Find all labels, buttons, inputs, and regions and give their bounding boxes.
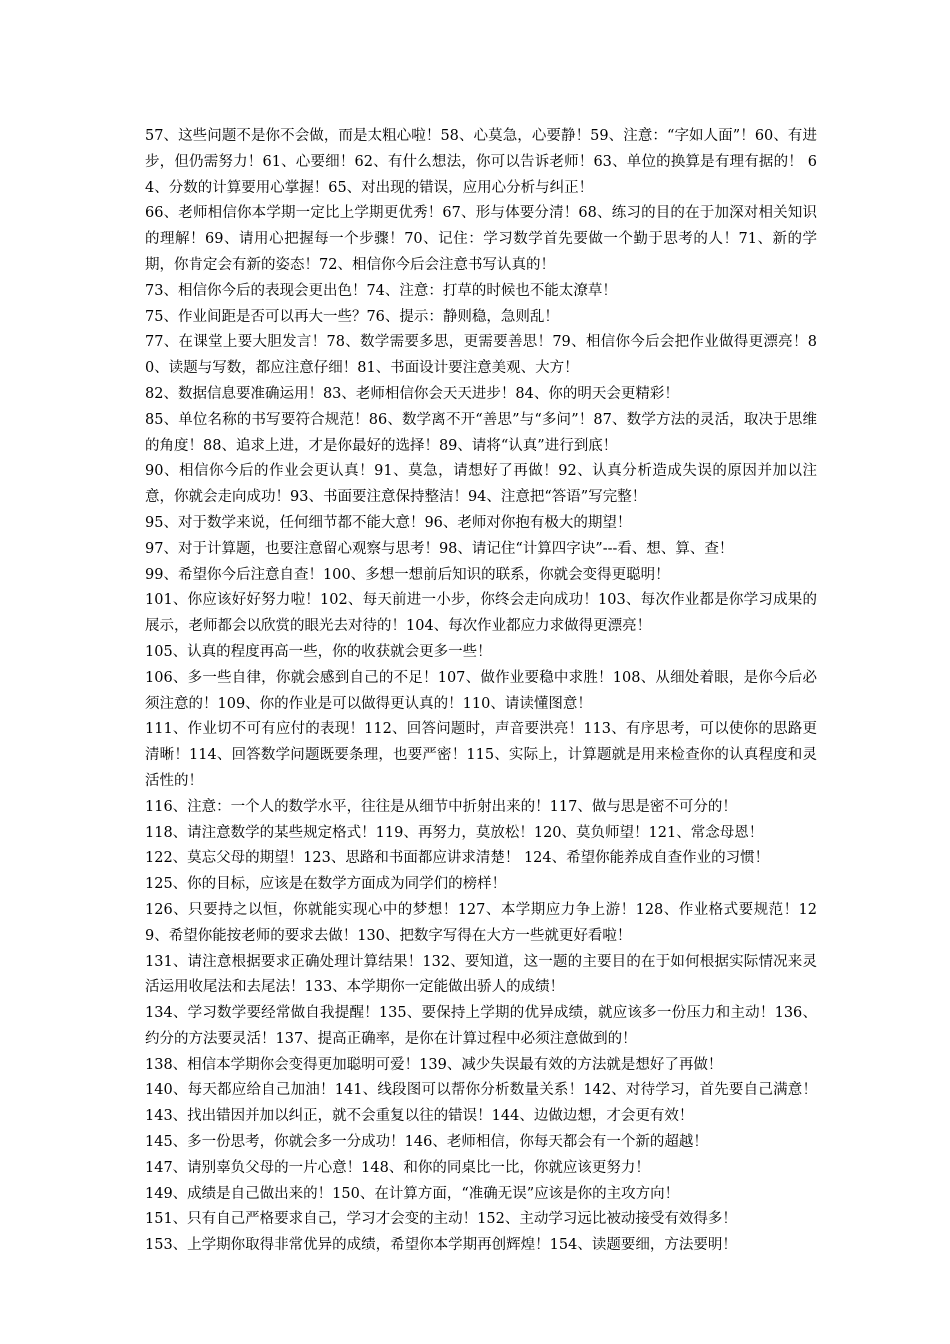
document-body xyxy=(145,124,817,1259)
paragraph: 95、对于数学来说，任何细节都不能大意！96、老师对你抱有极大的期望！ xyxy=(145,514,632,531)
paragraph: 57、这些问题不是你不会做，而是太粗心啦！58、心莫急，心要静！59、注意：“字如人面”！60、有进步，但仍需努力！61、心要细！62、有什么想法，你可以告诉老师！63、单位的换算是有理有据的！ 64、分数的计算要用心掌握！65、对出现的错误，应用心分析与纠正！ xyxy=(145,128,817,196)
paragraph: 153、上学期你取得非常优异的成绩，希望你本学期再创辉煌！154、读题要细，方法要明！ xyxy=(145,1237,737,1254)
paragraph: 140、每天都应给自己加油！141、线段图可以帮你分析数量关系！142、对待学习，首先要自己满意！143、找出错因并加以纠正，就不会重复以往的错误！144、边做边想，才会更有效！ xyxy=(145,1082,817,1125)
paragraph: 77、在课堂上要大胆发言！78、数学需要多思，更需要善思！79、相信你今后会把作业做得更漂亮！80、读题与写数，都应注意仔细！81、书面设计要注意美观、大方！ xyxy=(145,334,817,377)
paragraph: 149、成绩是自己做出来的！150、在计算方面，“准确无误”应该是你的主攻方向！ xyxy=(145,1185,680,1202)
paragraph: 131、请注意根据要求正确处理计算结果！132、要知道，这一题的主要目的在于如何根据实际情况来灵活运用收尾法和去尾法！133、本学期你一定能做出骄人的成绩！ xyxy=(145,953,817,996)
paragraph: 134、学习数学要经常做自我提醒！135、要保持上学期的优异成绩，就应该多一份压力和主动！136、约分的方法要灵活！137、提高正确率，是你在计算过程中必须注意做到的！ xyxy=(145,1005,817,1047)
paragraph: 97、对于计算题，也要注意留心观察与思考！98、请记住“计算四字诀”---看、想、算、查！ xyxy=(145,540,734,557)
paragraph: 116、注意：一个人的数学水平，往往是从细节中折射出来的！117、做与思是密不可分的！ xyxy=(145,798,737,815)
paragraph: 105、认真的程度再高一些，你的收获就会更多一些！ xyxy=(145,643,492,660)
paragraph: 111、作业切不可有应付的表现！112、回答问题时，声音要洪亮！113、有序思考，可以使你的思路更清晰！114、回答数学问题既要条理，也要严密！115、实际上，计算题就是用来检查你的认真程度和灵活性的！ xyxy=(145,721,817,789)
paragraph: 145、多一份思考，你就会多一分成功！146、老师相信，你每天都会有一个新的超越！ xyxy=(145,1134,708,1151)
paragraph: 85、单位名称的书写要符合规范！86、数学离不开“善思”与“多问”！87、数学方法的灵活，取决于思维的角度！88、追求上进，才是你最好的选择！89、请将“认真”进行到底！ xyxy=(145,411,817,454)
paragraph: 90、相信你今后的作业会更认真！91、莫急，请想好了再做！92、认真分析造成失误的原因并加以注意，你就会走向成功！93、书面要注意保持整洁！94、注意把“答语”写完整！ xyxy=(145,463,817,506)
paragraph: 138、相信本学期你会变得更加聪明可爱！139、减少失误最有效的方法就是想好了再做！ xyxy=(145,1056,723,1073)
paragraph: 118、请注意数学的某些规定格式！119、再努力，莫放松！120、莫负师望！121、常念母恩！ xyxy=(145,824,764,841)
paragraph: 122、莫忘父母的期望！123、思路和书面都应讲求清楚！ 124、希望你能养成自查作业的习惯！ xyxy=(145,850,770,867)
paragraph: 147、请别辜负父母的一片心意！148、和你的同桌比一比，你就应该更努力！ xyxy=(145,1159,650,1176)
paragraph: 75、作业间距是否可以再大一些？76、提示：静则稳，急则乱！ xyxy=(145,308,559,325)
paragraph: 82、数据信息要准确运用！83、老师相信你会天天进步！84、你的明天会更精彩！ xyxy=(145,385,679,402)
paragraph: 106、多一些自律，你就会感到自己的不足！107、做作业要稳中求胜！108、从细处着眼，是你今后必须注意的！109、你的作业是可以做得更认真的！110、请读懂图意！ xyxy=(145,669,817,712)
paragraph: 73、相信你今后的表现会更出色！74、注意：打草的时候也不能太潦草！ xyxy=(145,282,617,299)
paragraph: 99、希望你今后注意自查！100、多想一想前后知识的联系，你就会变得更聪明！ xyxy=(145,566,670,583)
paragraph: 101、你应该好好努力啦！102、每天前进一小步，你终会走向成功！103、每次作业都是你学习成果的展示，老师都会以欣赏的眼光去对待的！104、每次作业都应力求做得更漂亮！ xyxy=(145,592,817,635)
paragraph: 151、只有自己严格要求自己，学习才会变的主动！152、主动学习远比被动接受有效得多！ xyxy=(145,1211,737,1228)
paragraph: 66、老师相信你本学期一定比上学期更优秀！67、形与体要分清！68、练习的目的在于加深对相关知识的理解！69、请用心把握每一个步骤！70、记住：学习数学首先要做一个勤于思考的人！71、新的学期，你肯定会有新的姿态！72、相信你今后会注意书写认真的！ xyxy=(145,205,817,273)
paragraph: 126、只要持之以恒，你就能实现心中的梦想！127、本学期应力争上游！128、作业格式要规范！129、希望你能按老师的要求去做！130、把数字写得在大方一些就更好看啦！ xyxy=(145,901,817,944)
paragraph: 125、你的目标，应该是在数学方面成为同学们的榜样！ xyxy=(145,876,507,893)
